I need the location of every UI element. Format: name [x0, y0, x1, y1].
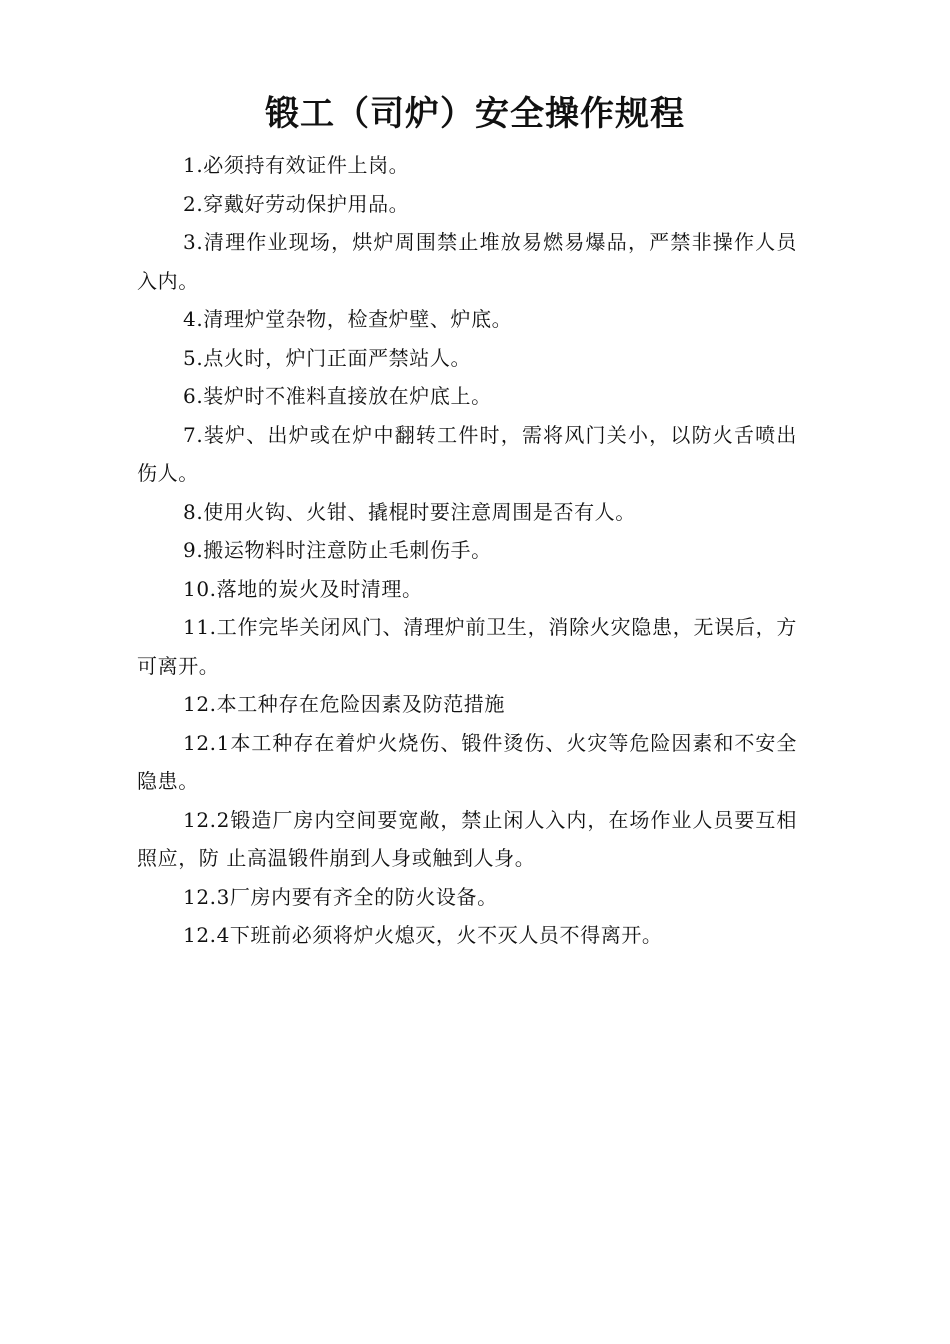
paragraph-12-1: 12.1本工种存在着炉火烧伤、锻件烫伤、火灾等危险因素和不安全隐患。 [137, 730, 797, 793]
paragraph-1: 1.必须持有效证件上岗。 [183, 153, 410, 177]
paragraph-11: 11.工作完毕关闭风门、清理炉前卫生，消除火灾隐患，无误后，方可离开。 [137, 615, 797, 678]
document-title: 锻工（司炉）安全操作规程 [265, 94, 685, 134]
paragraph-3: 3.清理作业现场，烘炉周围禁止堆放易燃易爆品，严禁非操作人员入内。 [137, 230, 797, 293]
paragraph-12: 12.本工种存在危险因素及防范措施 [183, 692, 506, 716]
paragraph-9: 9.搬运物料时注意防止毛刺伤手。 [183, 538, 492, 562]
paragraph-6: 6.装炉时不准料直接放在炉底上。 [183, 384, 492, 408]
paragraph-12-3: 12.3厂房内要有齐全的防火设备。 [183, 884, 498, 909]
paragraph-8: 8.使用火钩、火钳、撬棍时要注意周围是否有人。 [183, 499, 636, 524]
paragraph-10: 10.落地的炭火及时清理。 [183, 576, 423, 601]
paragraph-7: 7.装炉、出炉或在炉中翻转工件时，需将风门关小，以防火舌喷出伤人。 [137, 422, 797, 485]
paragraph-5: 5.点火时，炉门正面严禁站人。 [183, 345, 472, 370]
paragraph-12-4: 12.4下班前必须将炉火熄灭，火不灭人员不得离开。 [183, 923, 663, 947]
paragraph-12-2: 12.2锻造厂房内空间要宽敞，禁止闲人入内，在场作业人员要互相照应，防 止高温锻件崩到人身或触到人身。 [137, 807, 797, 870]
paragraph-4: 4.清理炉堂杂物，检查炉壁、炉底。 [183, 307, 513, 331]
document-body [137, 146, 797, 955]
paragraph-2: 2.穿戴好劳动保护用品。 [183, 191, 410, 216]
